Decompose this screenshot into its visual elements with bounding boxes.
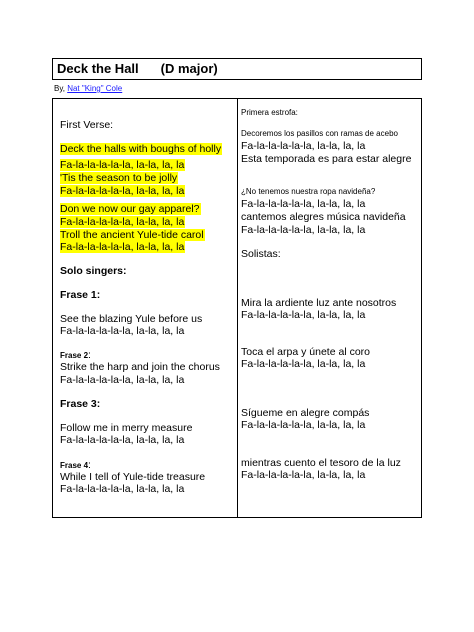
author-link[interactable]: Nat "King" Cole [67, 84, 123, 93]
song-key: (D major) [160, 61, 218, 76]
frase-line: While I tell of Yule-tide treasure [60, 471, 206, 483]
verse-line: Fa-la-la-la-la-la, la-la, la, la [60, 159, 185, 171]
column-divider [237, 99, 238, 517]
solista-line: Sígueme en alegre compás [241, 407, 370, 419]
verse-line: Don we now our gay apparel? [60, 203, 200, 215]
frase-4-colon: : [88, 459, 91, 471]
verse-line: Fa-la-la-la-la-la, la-la, la, la [60, 241, 185, 253]
frase-4-heading: Frase 4 [60, 461, 89, 470]
solista-line: Fa-la-la-la-la-la, la-la, la, la [241, 419, 366, 431]
lyrics-table [52, 98, 422, 518]
verse-line: Deck the halls with boughs of holly [60, 143, 222, 155]
solista-line: Fa-la-la-la-la-la, la-la, la, la [241, 469, 366, 481]
frase-line: Fa-la-la-la-la-la, la-la, la, la [60, 483, 185, 495]
frase-2-heading: Frase 2 [60, 351, 89, 360]
frase-1-heading: Frase 1: [60, 289, 101, 301]
byline-prefix: By, [54, 84, 68, 93]
song-title-box [52, 58, 422, 80]
primera-estrofa-heading: Primera estrofa: [241, 108, 298, 117]
verse-line: Troll the ancient Yule-tide carol [60, 229, 204, 241]
byline [54, 84, 122, 94]
frase-3-heading: Frase 3: [60, 398, 101, 410]
solista-line: mientras cuento el tesoro de la luz [241, 457, 401, 469]
estrofa-line-small: Decoremos los pasillos con ramas de acebo [241, 129, 398, 138]
solista-line: Mira la ardiente luz ante nosotros [241, 297, 397, 309]
frase-2-colon: : [88, 349, 91, 361]
estrofa-line: cantemos alegres música navideña [241, 211, 406, 223]
solista-line: Fa-la-la-la-la-la, la-la, la, la [241, 309, 366, 321]
frase-line: See the blazing Yule before us [60, 313, 203, 325]
estrofa-line-small: ¿No tenemos nuestra ropa navideña? [241, 187, 376, 196]
song-title: Deck the Hall [57, 61, 139, 76]
solistas-heading: Solistas: [241, 248, 281, 260]
frase-line: Fa-la-la-la-la-la, la-la, la, la [60, 434, 185, 446]
solista-line: Toca el arpa y únete al coro [241, 346, 370, 358]
verse-line: Fa-la-la-la-la-la, la-la, la, la [60, 216, 185, 228]
estrofa-line: Fa-la-la-la-la-la, la-la, la, la [241, 140, 366, 152]
verse-line: 'Tis the season to be jolly [60, 172, 178, 184]
solista-line: Fa-la-la-la-la-la, la-la, la, la [241, 358, 366, 370]
estrofa-line: Fa-la-la-la-la-la, la-la, la, la [241, 224, 366, 236]
frase-line: Strike the harp and join the chorus [60, 361, 220, 373]
solo-heading: Solo singers: [60, 265, 127, 277]
frase-line: Fa-la-la-la-la-la, la-la, la, la [60, 374, 185, 386]
verse-line: Fa-la-la-la-la-la, la-la, la, la [60, 185, 185, 197]
estrofa-line: Esta temporada es para estar alegre [241, 153, 412, 165]
first-verse-heading: First Verse: [60, 119, 114, 131]
frase-line: Fa-la-la-la-la-la, la-la, la, la [60, 325, 185, 337]
frase-line: Follow me in merry measure [60, 422, 193, 434]
estrofa-line: Fa-la-la-la-la-la, la-la, la, la [241, 198, 366, 210]
